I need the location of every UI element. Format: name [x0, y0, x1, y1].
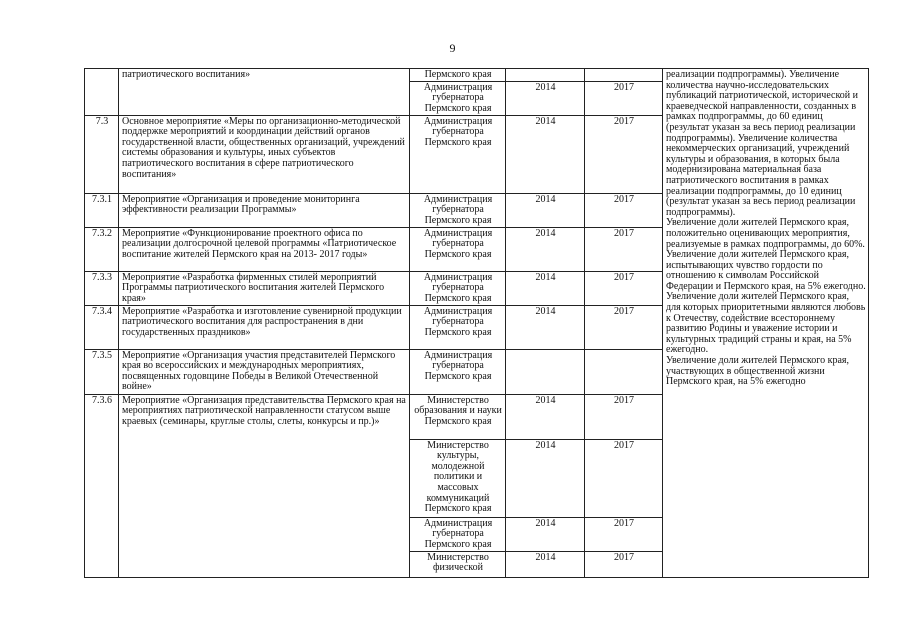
activity-name: Мероприятие «Организация участия представителей Пермского края во всероссийских и международных мероприятиях, посвященных годовщине Победы в Великой Отечественной войне»: [119, 349, 410, 394]
executor: Министерство физической: [410, 551, 506, 577]
executor: Администрация губернатора Пермского края: [410, 193, 506, 227]
activity-name: патриотического воспитания»: [119, 69, 410, 116]
start-year: 2014: [506, 271, 585, 305]
start-year: 2014: [506, 81, 585, 115]
activity-name: Мероприятие «Организация и проведение мониторинга эффективности реализации Программы»: [119, 193, 410, 227]
start-year: 2014: [506, 227, 585, 271]
start-year: 2014: [506, 551, 585, 577]
row-number: 7.3.1: [85, 193, 119, 227]
row-number: 7.3.4: [85, 305, 119, 349]
table-body: [85, 69, 869, 578]
executor: Министерство культуры, молодежной политики и массовых коммуникаций Пермского края: [410, 439, 506, 517]
activity-name: Мероприятие «Функционирование проектного офиса по реализации долгосрочной целевой программы «Патриотическое воспитание жителей Пермского края на 2013- 2017 годы»: [119, 227, 410, 271]
row-number: 7.3: [85, 115, 119, 193]
end-year: [585, 349, 663, 394]
executor: Администрация губернатора Пермского края: [410, 271, 506, 305]
end-year: 2017: [585, 394, 663, 439]
start-year: 2014: [506, 305, 585, 349]
start-year: 2014: [506, 193, 585, 227]
executor: Администрация губернатора Пермского края: [410, 115, 506, 193]
row-number: 7.3.6: [85, 394, 119, 577]
executor: Администрация губернатора Пермского края: [410, 305, 506, 349]
activity-name: Мероприятие «Разработка и изготовление сувенирной продукции патриотического воспитания для распространения в дни государственных праздников»: [119, 305, 410, 349]
end-year: 2017: [585, 81, 663, 115]
end-year: 2017: [585, 305, 663, 349]
row-number: 7.3.3: [85, 271, 119, 305]
expected-results-text: реализации подпрограммы). Увеличение количества научно-исследовательских публикаций патриотической, исторической и краеведческой направленности, созданных в рамках подпрограммы, до 60 единиц (результат указан за весь период реализации подпрограммы). Увеличение количества некоммерческих организаций, учреждений культуры и образования, в которых была модернизирована материальная база патриотического воспитания в рамках реализации подпрограммы, до 10 единиц (результат указан за весь период реализации подпрограммы). Увеличение доли жителей Пермского края, положительно оценивающих мероприятия, реализуемые в рамках подпрограммы, до 60%. Увеличение доли жителей Пермского края, испытывающих чувство гордости по отношению к символам Российской Федерации и Пермского края, на 5% ежегодно. Увеличение доли жителей Пермского края, для которых приоритетными являются любовь к Отечеству, содействие всестороннему развитию Родины и уважение истории и культурных традиций страны и края, на 5% ежегодно. Увеличение доли жителей Пермского края, участвующих в общественной жизни Пермского края, на 5% ежегодно: [666, 69, 866, 388]
page-number: 9: [449, 41, 456, 55]
start-year: [506, 69, 585, 82]
end-year: 2017: [585, 517, 663, 551]
start-year: [506, 349, 585, 394]
table-row: [85, 69, 869, 82]
executor: Администрация губернатора Пермского края: [410, 349, 506, 394]
end-year: 2017: [585, 227, 663, 271]
end-year: 2017: [585, 271, 663, 305]
row-number: 7.3.2: [85, 227, 119, 271]
executor: Администрация губернатора Пермского края: [410, 81, 506, 115]
row-number: [85, 69, 119, 116]
start-year: 2014: [506, 439, 585, 517]
end-year: 2017: [585, 439, 663, 517]
executor: Пермского края: [410, 69, 506, 82]
executor: Администрация губернатора Пермского края: [410, 517, 506, 551]
activity-name: Мероприятие «Разработка фирменных стилей мероприятий Программы патриотического воспитания жителей Пермского края»: [119, 271, 410, 305]
executor: Министерство образования и науки Пермского края: [410, 394, 506, 439]
end-year: 2017: [585, 193, 663, 227]
start-year: 2014: [506, 115, 585, 193]
start-year: 2014: [506, 394, 585, 439]
end-year: 2017: [585, 551, 663, 577]
activity-name: Мероприятие «Организация представительства Пермского края на мероприятиях патриотической направленности статусом выше краевых (семинары, круглые столы, слеты, конкурсы и пр.)»: [119, 394, 410, 577]
expected-results: [663, 69, 869, 578]
row-number: 7.3.5: [85, 349, 119, 394]
end-year: 2017: [585, 115, 663, 193]
activity-name: Основное мероприятие «Меры по организационно-методической поддержке мероприятий и координации действий органов государственной власти, общественных организаций, учреждений системы образования и культуры, иных субъектов патриотического воспитания в сфере патриотического воспитания»: [119, 115, 410, 193]
program-table: [84, 68, 869, 578]
end-year: [585, 69, 663, 82]
executor: Администрация губернатора Пермского края: [410, 227, 506, 271]
start-year: 2014: [506, 517, 585, 551]
